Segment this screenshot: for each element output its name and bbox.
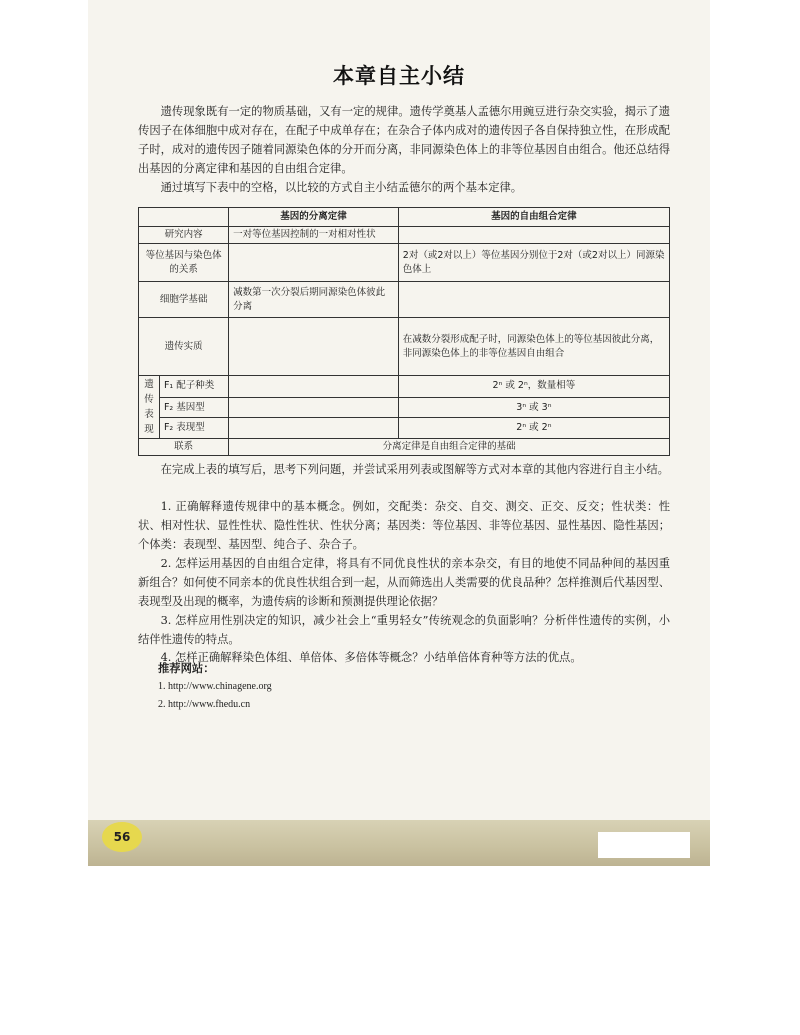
page-number: 56 (102, 822, 142, 852)
question-4: 4. 怎样正确解释染色体组、单倍体、多倍体等概念？小结单倍体育种等方法的优点。 (160, 651, 582, 664)
table-row (139, 318, 670, 376)
after-table-paragraph: 在完成上表的填写后，思考下列问题，并尝试采用列表或图解等方式对本章的其他内容进行自主小结。 (160, 463, 669, 476)
recommended-sites-heading: 推荐网站： (158, 662, 215, 675)
row-label-f2-genotype: F₂ 基因型 (159, 397, 228, 418)
table-row (139, 282, 670, 318)
header-assortment: 基因的自由组合定律 (398, 208, 669, 227)
cell-research-assortment[interactable] (398, 227, 669, 244)
row-label-research: 研究内容 (139, 227, 229, 244)
footer-white-block (598, 832, 690, 858)
row-label-performance: 遗传表现 (139, 376, 160, 439)
question-1: 1. 正确解释遗传规律中的基本概念。例如，交配类：杂交、自交、测交、正交、反交；性状类：性状、相对性状、显性性状、隐性性状、性状分离；基因类：等位基因、非等位基因、显性基因、隐性基因；个体类：表现型、基因型、纯合子、杂合子。 (138, 500, 670, 551)
cell-allele-assortment: 2对（或2对以上）等位基因分别位于2对（或2对以上）同源染色体上 (398, 244, 669, 282)
summary-table (138, 207, 670, 456)
row-label-link: 联系 (139, 439, 229, 456)
cell-f2-phenotype-assortment: 2ⁿ 或 2ⁿ (398, 418, 669, 439)
cell-link: 分离定律是自由组合定律的基础 (229, 439, 670, 456)
site-link-chinagene[interactable]: 1. http://www.chinagene.org (158, 681, 272, 692)
cell-allele-segregation[interactable] (229, 244, 399, 282)
table-row (139, 439, 670, 456)
cell-f1-assortment: 2ⁿ 或 2ⁿ，数量相等 (398, 376, 669, 398)
table-header-row (139, 208, 670, 227)
row-label-allele: 等位基因与染色体的关系 (139, 244, 229, 282)
row-label-f1: F₁ 配子种类 (159, 376, 228, 398)
table-row (139, 418, 670, 439)
cell-cytology-assortment[interactable] (398, 282, 669, 318)
table-row (139, 227, 670, 244)
cell-f2-genotype-assortment: 3ⁿ 或 3ⁿ (398, 397, 669, 418)
cell-f2-phenotype-segregation[interactable] (229, 418, 399, 439)
intro-paragraph: 遗传现象既有一定的物质基础，又有一定的规律。遗传学奠基人孟德尔用豌豆进行杂交实验，揭示了遗传因子在体细胞中成对存在，在配子中成单存在；在杂合子体内成对的遗传因子各自保持独立性，在形成配子时，成对的遗传因子随着同源染色体的分开而分离，非同源染色体上的非等位基因自由组合。他还总结得出基因的分离定律和基因的自由组合定律。 (138, 105, 670, 175)
cell-f2-genotype-segregation[interactable] (229, 397, 399, 418)
cell-essence-assortment: 在减数分裂形成配子时，同源染色体上的等位基因彼此分离，非同源染色体上的非等位基因自由组合 (398, 318, 669, 376)
header-segregation: 基因的分离定律 (229, 208, 399, 227)
row-label-cytology: 细胞学基础 (139, 282, 229, 318)
cell-cytology-segregation: 减数第一次分裂后期同源染色体彼此分离 (229, 282, 399, 318)
question-2: 2. 怎样运用基因的自由组合定律，将具有不同优良性状的亲本杂交，有目的地使不同品种间的基因重新组合？如何使不同亲本的优良性状组合到一起，从而筛选出人类需要的优良品种？怎样推测后代基因型、表现型及出现的概率，为遗传病的诊断和预测提供理论依据？ (138, 557, 670, 608)
instruction-paragraph: 通过填写下表中的空格，以比较的方式自主小结孟德尔的两个基本定律。 (160, 181, 523, 194)
row-label-f2-phenotype: F₂ 表现型 (159, 418, 228, 439)
table-row (139, 376, 670, 398)
cell-essence-segregation[interactable] (229, 318, 399, 376)
table-row (139, 244, 670, 282)
cell-f1-segregation[interactable] (229, 376, 399, 398)
question-3: 3. 怎样应用性别决定的知识，减少社会上“重男轻女”传统观念的负面影响？分析伴性遗传的实例，小结伴性遗传的特点。 (138, 614, 670, 646)
cell-research-segregation: 一对等位基因控制的一对相对性状 (229, 227, 399, 244)
textbook-page (88, 0, 710, 866)
site-link-fhedu[interactable]: 2. http://www.fhedu.cn (158, 699, 251, 710)
row-label-essence: 遗传实质 (139, 318, 229, 376)
table-row (139, 397, 670, 418)
page-title: 本章自主小结 (333, 64, 465, 88)
header-blank-cell (139, 208, 229, 227)
